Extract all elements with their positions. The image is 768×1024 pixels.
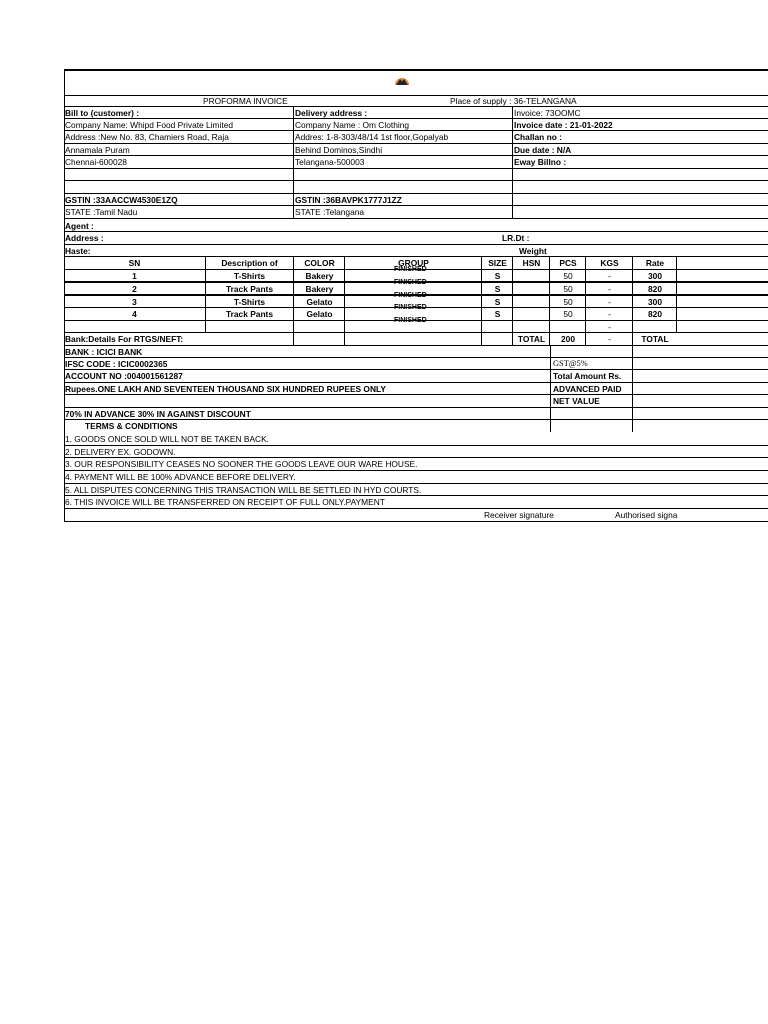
delivery-address3: Telangana-500003 xyxy=(295,157,365,167)
advanced-paid-label: ADVANCED PAID xyxy=(553,384,622,394)
row-rate: 300 xyxy=(648,271,662,281)
due-date: Due date : N/A xyxy=(514,145,572,155)
challan-no: Challan no : xyxy=(514,132,562,142)
grid-line xyxy=(550,345,551,432)
grid-line xyxy=(632,256,633,432)
invoice-date: Invoice date : 21-01-2022 xyxy=(514,120,613,130)
grid-line xyxy=(64,369,768,370)
terms-item-text: 2. DELIVERY EX. GODOWN. xyxy=(65,447,176,457)
amount-in-words: Rupees.ONE LAKH AND SEVENTEEN THOUSAND SIX HUNDRED RUPEES ONLY xyxy=(65,384,386,394)
delivery-company: Company Name : Om Clothing xyxy=(295,120,410,130)
row-size: S xyxy=(494,271,501,281)
delivery-address1: Addres: 1-8-303/48/14 1st floor,Gopalyab xyxy=(295,132,449,142)
grid-line xyxy=(64,445,768,446)
total-kgs: - xyxy=(608,334,611,344)
col-desc: Description of xyxy=(221,258,278,268)
terms-item-text: 6. THIS INVOICE WILL BE TRANSFERRED ON RECEIPT OF FULL ONLY.PAYMENT xyxy=(65,497,385,507)
row-pcs: 50 xyxy=(563,271,573,281)
grid-line xyxy=(64,244,768,245)
grid-line xyxy=(64,118,768,119)
row-hsn xyxy=(513,308,550,320)
row-sn: 4 xyxy=(132,309,137,319)
grid-line xyxy=(64,382,768,383)
terms-heading-row xyxy=(64,420,768,432)
grid-line xyxy=(549,256,550,345)
row-rate: 300 xyxy=(648,297,662,307)
col-rate: Rate xyxy=(645,258,665,268)
total-pcs: 200 xyxy=(561,334,575,344)
terms-item xyxy=(64,496,768,508)
bank-name: BANK : ICICI BANK xyxy=(65,347,143,357)
eway-billno: Eway Billno : xyxy=(514,157,567,167)
net-value-row xyxy=(64,395,768,407)
place-of-supply: Place of supply : 36-TELANGANA xyxy=(450,96,577,106)
terms-item xyxy=(64,433,768,445)
state-row xyxy=(64,206,768,218)
terms-item-text: 4. PAYMENT WILL BE 100% ADVANCE BEFORE DELIVERY. xyxy=(65,472,296,482)
row-rate: 820 xyxy=(648,284,662,294)
grid-line xyxy=(64,320,768,321)
grid-line xyxy=(64,205,768,206)
grid-line xyxy=(293,106,294,218)
grid-line xyxy=(64,470,768,471)
bill-to-heading: Bill to (customer) : xyxy=(65,108,139,118)
col-kgs: KGS xyxy=(600,258,619,268)
row-color: Gelato xyxy=(306,297,333,307)
grid-line xyxy=(64,95,768,96)
haste-label: Haste: xyxy=(65,246,91,256)
grid-line xyxy=(64,294,768,296)
row-pcs: 50 xyxy=(563,297,573,307)
row-pcs: 50 xyxy=(563,309,573,319)
grid-line xyxy=(481,256,482,345)
terms-item-text: 3. OUR RESPONSIBILITY CEASES NO SOONER THE GOODS LEAVE OUR WARE HOUSE. xyxy=(65,459,418,469)
row-sn: 1 xyxy=(132,271,137,281)
row-pcs: 50 xyxy=(563,284,573,294)
grid-line xyxy=(512,106,513,218)
grid-line xyxy=(64,69,65,521)
grid-line xyxy=(344,256,345,345)
grid-line xyxy=(64,269,768,270)
delivery-address2: Behind Dominos,Sindhi xyxy=(295,145,383,155)
grid-line xyxy=(64,332,768,333)
grid-line xyxy=(64,231,768,232)
row-size: S xyxy=(494,309,501,319)
terms-item-text: 1. GOODS ONCE SOLD WILL NOT BE TAKEN BACK. xyxy=(65,434,269,444)
grid-line xyxy=(585,256,586,345)
grid-line xyxy=(64,143,768,144)
grid-line xyxy=(64,419,768,420)
grid-line xyxy=(512,256,513,345)
address-row-1 xyxy=(64,131,768,143)
col-color: COLOR xyxy=(304,258,335,268)
grid-line xyxy=(64,155,768,156)
grid-line xyxy=(64,218,768,219)
authorised-signature: Authorised signa xyxy=(615,510,678,520)
agent-address-row xyxy=(64,232,768,244)
receiver-signature: Receiver signature xyxy=(484,510,554,520)
grid-line xyxy=(205,256,206,332)
bank-details-label: Bank:Details For RTGS/NEFT: xyxy=(65,334,184,344)
row-size: S xyxy=(494,297,501,307)
row-color: Bakery xyxy=(305,271,334,281)
row-desc: T-Shirts xyxy=(233,297,266,307)
delivery-heading: Delivery address : xyxy=(295,108,368,118)
agent-label: Agent : xyxy=(65,221,94,231)
delivery-state: STATE :Telangana xyxy=(295,207,365,217)
grid-line xyxy=(293,256,294,345)
bill-to-address1: Address :New No. 83, Chamiers Road, Raja xyxy=(65,132,229,142)
row-desc: T-Shirts xyxy=(233,271,266,281)
row-size: S xyxy=(494,284,501,294)
grid-line xyxy=(64,521,768,522)
invoice-number: Invoice: 73OOMC xyxy=(514,108,581,118)
row-rate: 820 xyxy=(648,309,662,319)
total-amount-label: Total Amount Rs. xyxy=(553,371,622,381)
bill-to-gstin: GSTIN :33AACCW4530E1ZQ xyxy=(65,195,178,205)
total-rate-label: TOTAL xyxy=(641,334,669,344)
weight-label: Weight xyxy=(519,246,547,256)
grid-line xyxy=(64,69,768,71)
lr-dt-label: LR.Dt : xyxy=(502,233,530,243)
grid-line xyxy=(64,130,768,131)
bill-to-address2: Annamala Puram xyxy=(65,145,130,155)
row-desc: Track Pants xyxy=(225,309,274,319)
grid-line xyxy=(64,508,768,509)
proforma-title: PROFORMA INVOICE xyxy=(203,96,288,106)
bill-to-company: Company Name: Whipd Food Private Limited xyxy=(65,120,234,130)
row-kgs: - xyxy=(608,271,611,281)
gst-label: GST@5% xyxy=(553,359,588,368)
grid-line xyxy=(64,357,768,358)
row-kgs: - xyxy=(608,297,611,307)
blank-kgs: - xyxy=(608,322,611,332)
row-kgs: - xyxy=(608,309,611,319)
grid-line xyxy=(676,256,677,332)
signature-row xyxy=(64,509,768,521)
grid-line xyxy=(64,168,768,169)
mountain-sun-logo-icon xyxy=(394,73,410,87)
terms-item xyxy=(64,458,768,470)
bill-to-address3: Chennai-600028 xyxy=(65,157,127,167)
net-value-label: NET VALUE xyxy=(553,396,600,406)
grid-line xyxy=(64,345,768,346)
col-size: SIZE xyxy=(488,258,507,268)
row-sn: 2 xyxy=(132,284,137,294)
terms-item-text: 5. ALL DISPUTES CONCERNING THIS TRANSACTION WILL BE SETTLED IN HYD COURTS. xyxy=(65,485,422,495)
account-row xyxy=(64,370,768,382)
row-sn: 3 xyxy=(132,297,137,307)
grid-line xyxy=(64,457,768,458)
terms-heading: TERMS & CONDITIONS xyxy=(85,421,178,431)
col-hsn: HSN xyxy=(522,258,541,268)
total-label: TOTAL xyxy=(517,334,546,344)
col-pcs: PCS xyxy=(559,258,577,268)
address-row-3 xyxy=(64,156,768,168)
agent-address-label: Address : xyxy=(65,233,104,243)
totals-row xyxy=(64,333,768,345)
col-sn: SN xyxy=(128,258,141,268)
grid-line xyxy=(64,394,768,395)
grid-line xyxy=(64,407,768,408)
col-group: GROUP xyxy=(398,258,429,268)
row-color: Gelato xyxy=(306,309,333,319)
grid-line xyxy=(64,495,768,496)
grid-line xyxy=(64,106,768,107)
advance-terms: 70% IN ADVANCE 30% IN AGAINST DISCOUNT xyxy=(65,409,251,419)
delivery-gstin: GSTIN :36BAVPK1777J1ZZ xyxy=(295,195,402,205)
terms-item xyxy=(64,471,768,483)
account-no: ACCOUNT NO :004001561287 xyxy=(65,371,183,381)
row-kgs: - xyxy=(608,284,611,294)
grid-line xyxy=(64,281,768,283)
grid-line xyxy=(64,180,768,181)
ifsc-code: IFSC CODE : ICIC0002365 xyxy=(65,359,168,369)
grid-line xyxy=(64,256,768,257)
logo-band xyxy=(64,70,768,95)
row-desc: Track Pants xyxy=(225,284,274,294)
bill-to-state: STATE :Tamil Nadu xyxy=(65,207,138,217)
grid-line xyxy=(64,307,768,308)
grid-line xyxy=(64,193,768,194)
grid-line xyxy=(64,483,768,484)
row-color: Bakery xyxy=(305,284,334,294)
